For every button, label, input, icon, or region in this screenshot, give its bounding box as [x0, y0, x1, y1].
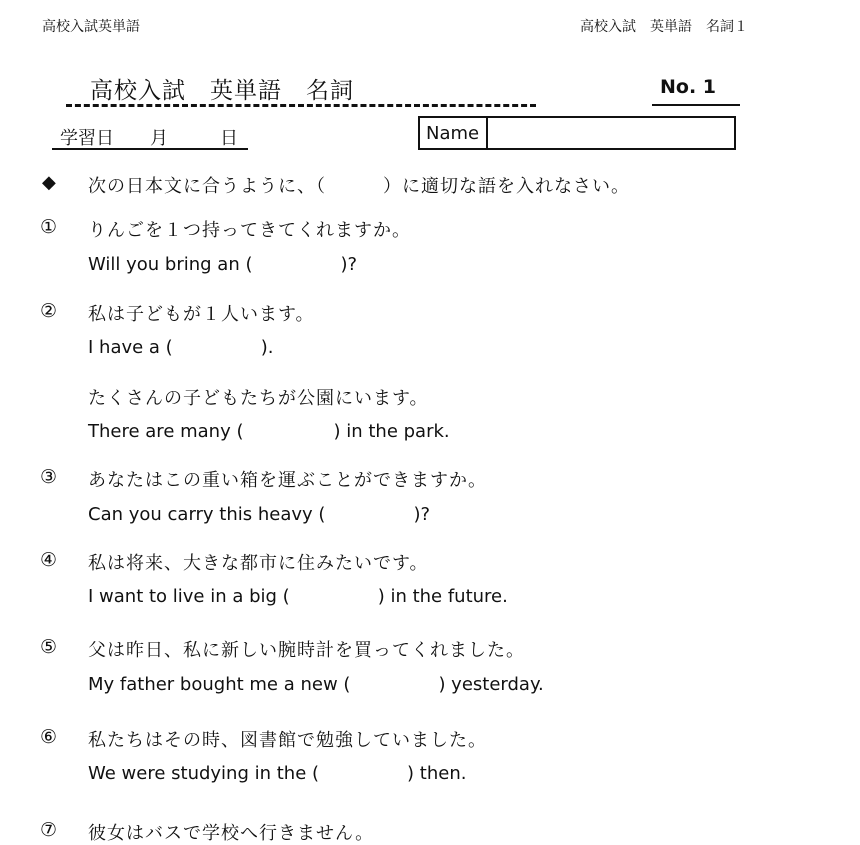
question-jp: あなたはこの重い箱を運ぶことができますか。	[88, 470, 487, 491]
question-jp: 彼女はバスで学校へ行きません。	[88, 823, 375, 844]
question-en	[88, 763, 466, 784]
question-jp: りんごを１つ持ってきてくれますか。	[88, 220, 411, 241]
title-underline	[66, 104, 536, 107]
en-after: ) then.	[407, 763, 467, 784]
name-label: Name	[426, 123, 480, 144]
en-before: I want to live in a big (	[88, 586, 290, 607]
en-after: ) in the park.	[333, 421, 450, 442]
en-after: ) in the future.	[377, 586, 508, 607]
question-number: ②	[40, 300, 58, 322]
question-en	[88, 586, 508, 607]
en-before: Will you bring an (	[88, 254, 253, 275]
question-number: ⑦	[40, 819, 58, 841]
name-box	[418, 116, 736, 150]
diamond-bullet-icon: ◆	[42, 172, 56, 193]
en-before: We were studying in the (	[88, 763, 320, 784]
worksheet-number: No. 1	[660, 76, 717, 98]
instruction-text: 次の日本文に合うように、（ ）に適切な語を入れなさい。	[88, 176, 630, 197]
en-before: There are many (	[88, 421, 244, 442]
worksheet-title: 高校入試 英単語 名詞	[90, 78, 354, 104]
question-en	[88, 254, 357, 275]
question-en	[88, 504, 430, 525]
day-label: 日	[220, 128, 238, 149]
name-divider	[486, 118, 488, 148]
header-right-text: 高校入試 英単語 名詞１	[580, 19, 748, 35]
question-jp: 私たちはその時、図書館で勉強していました。	[88, 730, 487, 751]
question-number: ④	[40, 549, 58, 571]
month-label: 月	[150, 128, 168, 149]
en-before: I have a (	[88, 337, 173, 358]
study-date	[60, 124, 238, 150]
question-en	[88, 337, 273, 358]
question-jp: 私は将来、大きな都市に住みたいです。	[88, 553, 429, 574]
en-after: )?	[413, 504, 431, 525]
date-underline	[52, 148, 248, 150]
header-left-text: 高校入試英単語	[42, 19, 140, 35]
question-en	[88, 674, 544, 695]
number-underline	[652, 104, 740, 106]
question-jp: 私は子どもが１人います。	[88, 304, 315, 325]
question-jp-2: たくさんの子どもたちが公園にいます。	[88, 388, 429, 409]
question-number: ③	[40, 466, 58, 488]
date-label: 学習日	[60, 128, 114, 149]
en-after: )?	[340, 254, 358, 275]
en-before: My father bought me a new (	[88, 674, 351, 695]
en-before: Can you carry this heavy (	[88, 504, 326, 525]
question-jp: 父は昨日、私に新しい腕時計を買ってくれました。	[88, 640, 525, 661]
question-number: ⑤	[40, 636, 58, 658]
question-number: ⑥	[40, 726, 58, 748]
en-after: ).	[260, 337, 274, 358]
question-number: ①	[40, 216, 58, 238]
en-after: ) yesterday.	[438, 674, 544, 695]
question-en-2	[88, 421, 450, 442]
